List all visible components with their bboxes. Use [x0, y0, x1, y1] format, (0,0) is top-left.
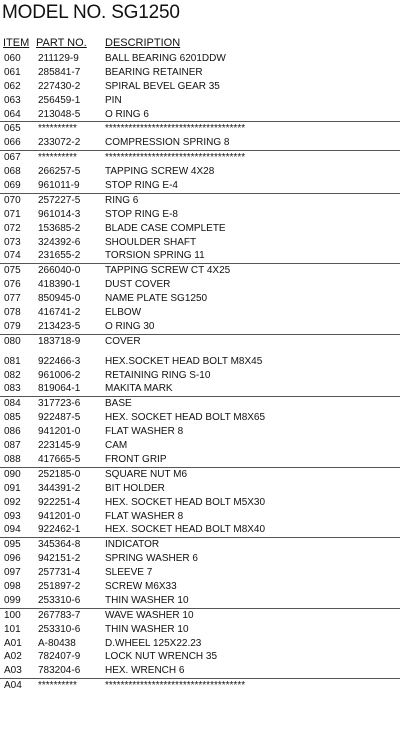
item-number: 097 [4, 567, 21, 579]
part-number: 211129-9 [38, 53, 79, 64]
part-number: 819064-1 [38, 383, 81, 395]
part-description: ************************************ [105, 152, 246, 164]
part-number: 251897-2 [38, 580, 81, 592]
item-number: A03 [4, 665, 22, 677]
part-number: 344391-2 [38, 482, 81, 494]
table-row [0, 623, 400, 637]
table-row [0, 334, 400, 349]
part-number: 922466-3 [38, 355, 81, 367]
table-row [0, 222, 400, 236]
table-row [0, 292, 400, 306]
part-number: 183718-9 [38, 335, 81, 347]
part-number: 253310-6 [38, 623, 81, 635]
part-number: 257731-4 [38, 567, 81, 579]
part-description: THIN WASHER 10 [105, 594, 189, 606]
item-number: 074 [4, 250, 21, 262]
table-row [0, 369, 400, 383]
part-number: 223145-9 [38, 440, 81, 452]
table-row [0, 165, 400, 179]
table-row [0, 208, 400, 222]
part-description: STOP RING E-8 [105, 208, 178, 220]
item-number: 079 [4, 320, 21, 332]
item-number: 101 [4, 623, 21, 635]
part-number: 961011-9 [38, 180, 80, 192]
part-description: HEX. SOCKET HEAD BOLT M8X65 [105, 412, 266, 424]
part-number: 266040-0 [38, 265, 81, 277]
part-description: NAME PLATE SG1250 [105, 293, 208, 305]
part-number: ********** [38, 680, 77, 692]
part-description: FRONT GRIP [105, 453, 167, 465]
part-description: BALL BEARING 6201DDW [105, 53, 226, 64]
item-number: 075 [4, 265, 21, 277]
item-number: 088 [4, 453, 21, 465]
table-row [0, 411, 400, 425]
table-row [0, 278, 400, 292]
page-title: MODEL NO. SG1250 [2, 2, 180, 23]
table-row [0, 150, 400, 165]
table-row [0, 453, 400, 467]
part-number: 257227-5 [38, 194, 81, 206]
part-number: 253310-6 [38, 594, 81, 606]
item-number: 093 [4, 510, 21, 522]
part-description: D.WHEEL 125X22.23 [105, 637, 202, 649]
part-number: ********** [38, 123, 77, 135]
item-number: 080 [4, 335, 21, 347]
item-number: 062 [4, 80, 21, 92]
item-number: 066 [4, 137, 21, 149]
item-number: 061 [4, 66, 21, 78]
item-number: 099 [4, 594, 21, 606]
item-number: 064 [4, 108, 21, 120]
part-description: MAKITA MARK [105, 383, 173, 395]
part-number: 153685-2 [38, 222, 81, 234]
table-row [0, 637, 400, 651]
table-row [0, 608, 400, 623]
part-number: 227430-2 [38, 80, 81, 92]
part-number: 942151-2 [38, 553, 81, 565]
part-number: 961006-2 [38, 369, 81, 381]
item-number: 085 [4, 412, 21, 424]
part-description: BEARING RETAINER [105, 66, 203, 78]
part-description: SLEEVE 7 [105, 567, 153, 579]
part-number: 922251-4 [38, 496, 81, 508]
part-number: 231655-2 [38, 250, 81, 262]
table-row [0, 249, 400, 263]
part-number: 850945-0 [38, 293, 81, 305]
part-description: SPRING WASHER 6 [105, 553, 198, 565]
table-row [0, 193, 400, 208]
item-number: 081 [4, 355, 21, 367]
item-number: 090 [4, 468, 21, 480]
table-row [0, 537, 400, 552]
table-row [0, 552, 400, 566]
part-number: ********** [38, 152, 77, 164]
part-description: THIN WASHER 10 [105, 623, 189, 635]
part-description: FLAT WASHER 8 [105, 510, 184, 522]
part-number: 418390-1 [38, 279, 81, 291]
part-number: 961014-3 [38, 208, 81, 220]
item-number: 069 [4, 180, 21, 192]
table-row [0, 121, 400, 136]
part-number: 324392-6 [38, 236, 81, 248]
part-number: 417665-5 [38, 453, 81, 465]
part-description: HEX. WRENCH 6 [105, 665, 185, 677]
item-number: 086 [4, 426, 21, 438]
part-number: 782407-9 [38, 651, 81, 663]
item-number: 096 [4, 553, 21, 565]
item-number: A02 [4, 651, 22, 663]
item-number: 078 [4, 307, 21, 319]
table-row [0, 80, 400, 94]
part-description: SCREW M6X33 [105, 580, 177, 592]
part-description: STOP RING E-4 [105, 180, 178, 192]
table-row [0, 66, 400, 80]
part-description: ************************************ [105, 123, 246, 135]
part-description: PIN [105, 94, 122, 106]
item-number: 073 [4, 236, 21, 248]
table-row [0, 52, 400, 66]
part-description: INDICATOR [105, 539, 160, 551]
part-description: BASE [105, 398, 132, 410]
part-number: 922462-1 [38, 524, 81, 536]
item-number: 083 [4, 383, 21, 395]
part-number: 267783-7 [38, 609, 81, 621]
parts-table [0, 52, 400, 693]
table-row [0, 664, 400, 678]
part-description: CAM [105, 440, 128, 452]
table-row [0, 236, 400, 250]
part-number: 941201-0 [38, 510, 81, 522]
table-row [0, 523, 400, 537]
part-description: DUST COVER [105, 279, 171, 291]
item-number: 065 [4, 123, 21, 135]
item-number: 087 [4, 440, 21, 452]
part-description: TAPPING SCREW CT 4X25 [105, 265, 231, 277]
part-description: HEX. SOCKET HEAD BOLT M5X30 [105, 496, 266, 508]
item-number: 072 [4, 222, 21, 234]
column-header-description: DESCRIPTION [105, 37, 181, 49]
table-row [0, 136, 400, 150]
table-row [0, 482, 400, 496]
part-description: COVER [105, 335, 141, 347]
part-description: ELBOW [105, 307, 142, 319]
part-description: SQUARE NUT M6 [105, 468, 188, 480]
item-number: 091 [4, 482, 21, 494]
table-row [0, 263, 400, 278]
part-description: FLAT WASHER 8 [105, 426, 184, 438]
table-row [0, 566, 400, 580]
part-number: 317723-6 [38, 398, 81, 410]
part-number: 252185-0 [38, 468, 81, 480]
table-row [0, 580, 400, 594]
table-row [0, 678, 400, 693]
part-description: WAVE WASHER 10 [105, 609, 194, 621]
part-description: SHOULDER SHAFT [105, 236, 197, 248]
item-number: 100 [4, 609, 21, 621]
part-number: 213048-5 [38, 108, 81, 120]
item-number: 071 [4, 208, 21, 220]
part-description: TORSION SPRING 11 [105, 250, 205, 262]
item-number: 077 [4, 293, 21, 305]
item-number: 070 [4, 194, 21, 206]
table-row [0, 396, 400, 411]
part-description: O RING 30 [105, 320, 155, 332]
part-description: ************************************ [105, 680, 246, 692]
part-description: SPIRAL BEVEL GEAR 35 [105, 80, 220, 92]
part-number: 233072-2 [38, 137, 81, 149]
table-row [0, 179, 400, 193]
part-description: TAPPING SCREW 4X28 [105, 166, 215, 178]
part-description: O RING 6 [105, 108, 149, 120]
item-number: 068 [4, 166, 21, 178]
item-number: 094 [4, 524, 21, 536]
item-number: 076 [4, 279, 21, 291]
table-row [0, 439, 400, 453]
part-number: A-80438 [38, 637, 76, 649]
part-number: 256459-1 [38, 94, 81, 106]
item-number: 060 [4, 53, 21, 64]
table-row [0, 320, 400, 334]
item-number: 082 [4, 369, 21, 381]
part-number: 285841-7 [38, 66, 81, 78]
table-row [0, 425, 400, 439]
part-description: HEX. SOCKET HEAD BOLT M8X40 [105, 524, 266, 536]
table-row [0, 496, 400, 510]
part-description: RETAINING RING S-10 [105, 369, 211, 381]
part-number: 941201-0 [38, 426, 81, 438]
part-description: COMPRESSION SPRING 8 [105, 137, 230, 149]
part-number: 416741-2 [38, 307, 81, 319]
table-row [0, 306, 400, 320]
part-description: RING 6 [105, 194, 139, 206]
table-row [0, 467, 400, 482]
part-number: 345364-8 [38, 539, 81, 551]
table-header [0, 37, 400, 51]
item-number: A01 [4, 637, 22, 649]
part-description: LOCK NUT WRENCH 35 [105, 651, 218, 663]
item-number: 095 [4, 539, 21, 551]
table-row [0, 594, 400, 608]
part-number: 922487-5 [38, 412, 81, 424]
item-number: 063 [4, 94, 21, 106]
part-number: 783204-6 [38, 665, 81, 677]
column-header-item: ITEM [3, 37, 30, 49]
table-row [0, 355, 400, 369]
item-number: 067 [4, 152, 21, 164]
part-description: HEX.SOCKET HEAD BOLT M8X45 [105, 355, 263, 367]
item-number: 084 [4, 398, 21, 410]
part-description: BIT HOLDER [105, 482, 165, 494]
table-row [0, 94, 400, 108]
item-number: A04 [4, 680, 22, 692]
table-row [0, 108, 400, 122]
table-row [0, 510, 400, 524]
part-description: BLADE CASE COMPLETE [105, 222, 226, 234]
table-row [0, 650, 400, 664]
part-number: 213423-5 [38, 320, 81, 332]
item-number: 092 [4, 496, 21, 508]
item-number: 098 [4, 580, 21, 592]
column-header-part-no: PART NO. [36, 37, 87, 49]
table-row [0, 382, 400, 396]
part-number: 266257-5 [38, 166, 81, 178]
